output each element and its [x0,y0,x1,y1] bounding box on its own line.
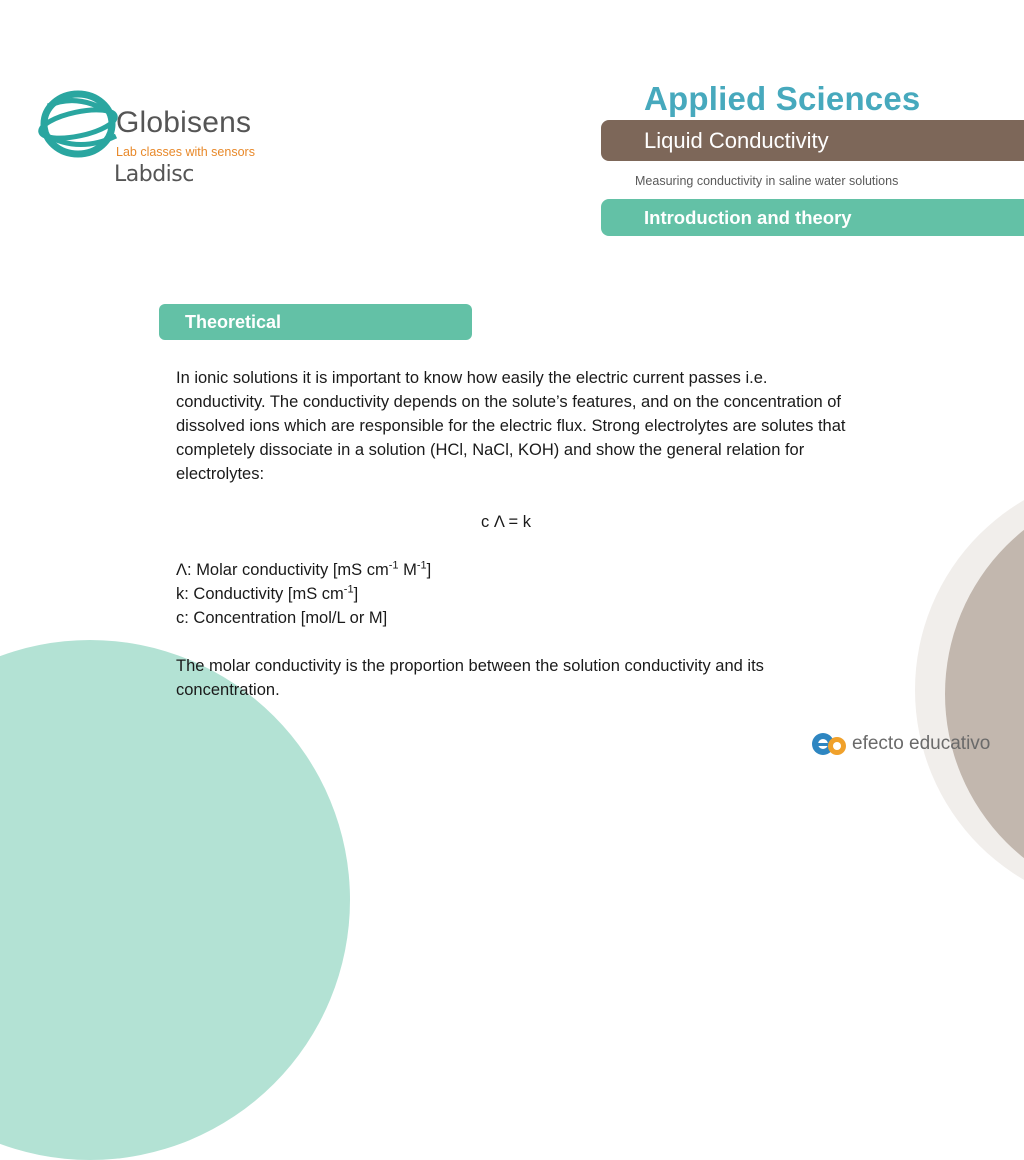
content-body [176,366,856,702]
decorative-circle-green [0,640,350,1160]
logo-wordmark: Globisens [116,106,252,139]
brand-title: Applied Sciences [644,80,921,117]
conclusion-paragraph: The molar conductivity is the proportion between the solution conductivity and its concentration. [176,657,764,699]
logo-tagline: Lab classes with sensors [116,145,255,159]
labdisc-logo: Labdisc [114,162,194,187]
definition-conductivity: k: Conductivity [mS $cm^{-1}$] [176,583,359,603]
globisens-logo [38,84,278,194]
section-title: Introduction and theory [644,207,852,228]
theoretical-tag [159,304,472,340]
efecto-educativo-mark-icon [810,730,848,758]
definition-concentration: c: Concentration [mol/L or M] [176,609,388,627]
topic-band [601,120,1024,161]
footer-company-name: efecto educativo [852,733,991,754]
section-band [601,199,1024,236]
intro-paragraph: In ionic solutions it is important to know how easily the electric current passes i.e. conductivity. The conductivity depends on the solute’s features, and on the concentration of dissolved ions which are responsible for the electric flux. Strong electrolytes are solutes that completely dissociate in a solution (HCl, NaCl, KOH) and show the general relation for electrolytes: [176,369,846,483]
page-subtitle: Measuring conductivity in saline water solutions [635,174,899,188]
topic-title: Liquid Conductivity [644,128,829,153]
globisens-globe-icon [38,84,122,164]
tag-label: Theoretical [185,312,282,332]
definition-molar-conductivity: Λ: Molar conductivity [mS $cm^{-1}$ $M^{-1}$] [176,559,432,579]
equation: c Λ = k [481,513,531,531]
definitions-list [176,558,856,630]
